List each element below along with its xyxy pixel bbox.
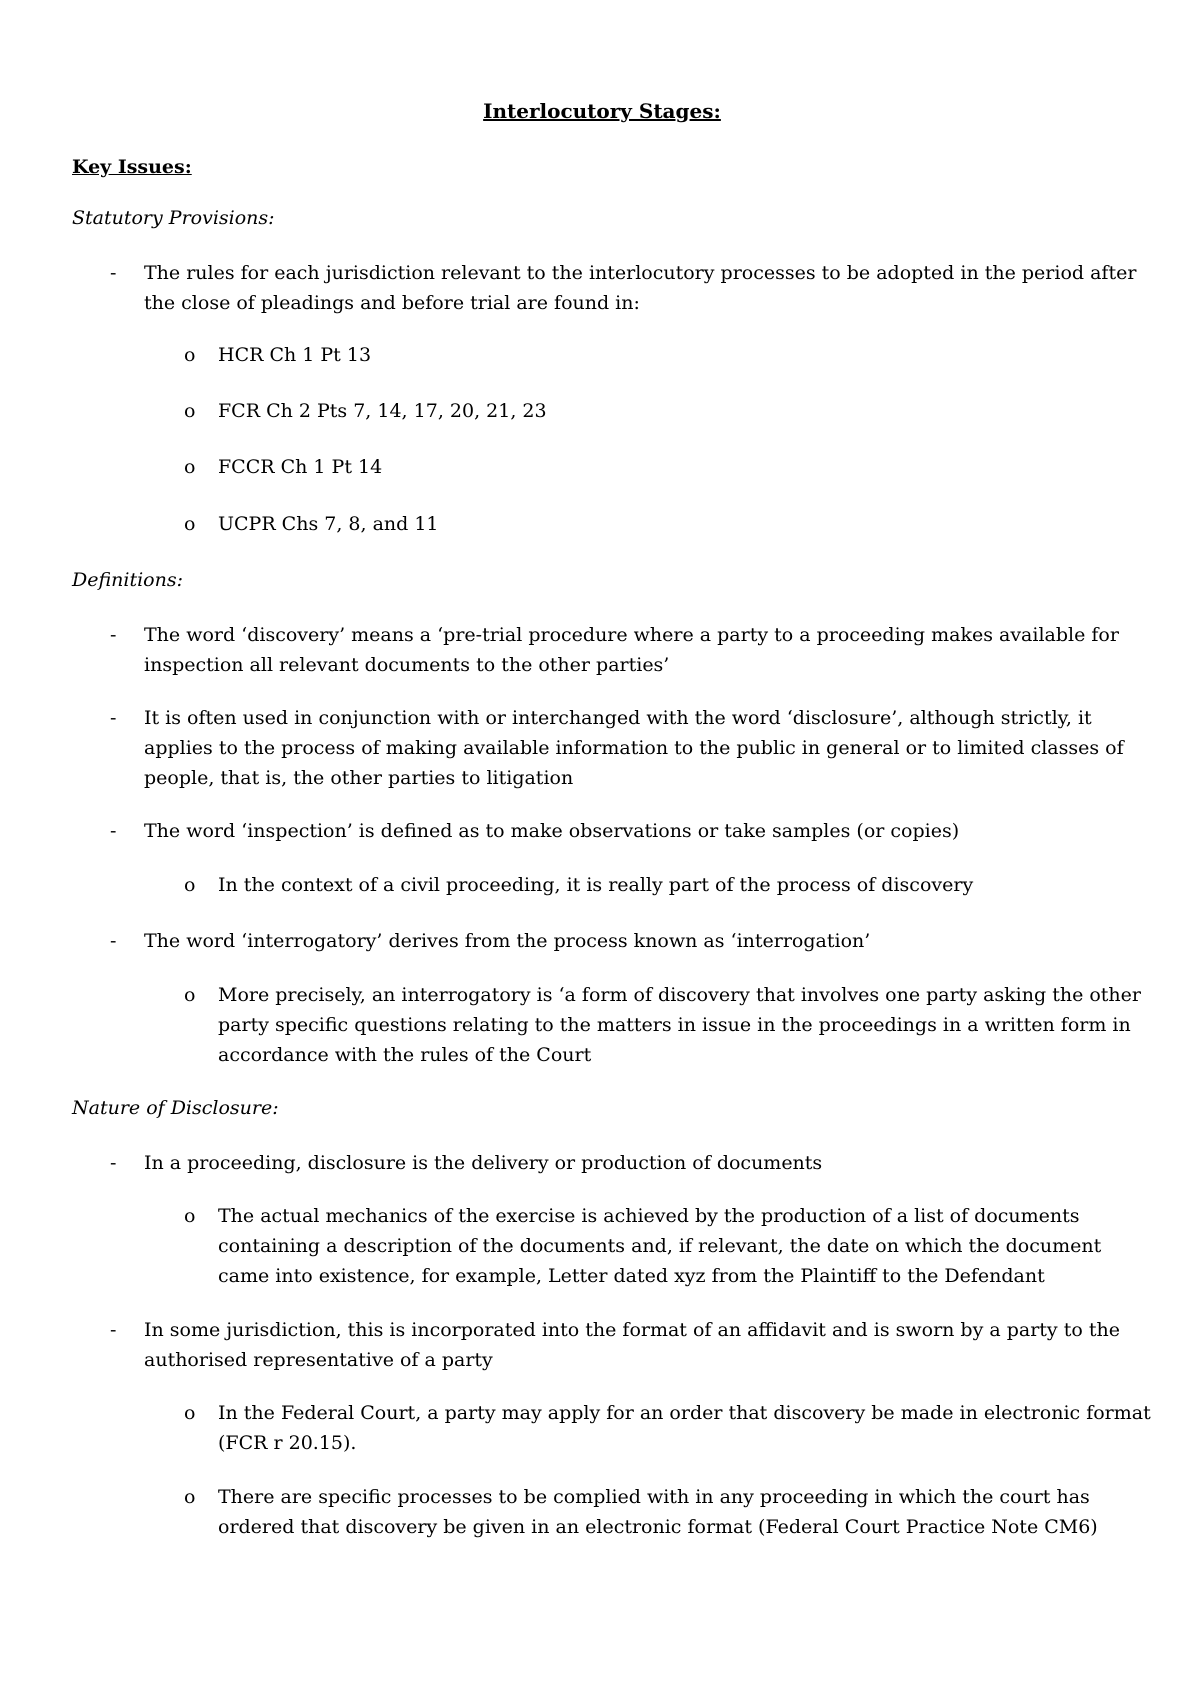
dash-marker: - <box>110 1319 117 1341</box>
key-issues-heading: Key Issues: <box>72 156 192 178</box>
page-title: Interlocutory Stages: <box>483 99 721 123</box>
circle-marker: o <box>184 400 196 422</box>
circle-marker: o <box>184 456 196 478</box>
section-heading-definitions: Definitions: <box>72 569 184 591</box>
circle-marker: o <box>184 984 196 1006</box>
sub-bullet-text: There are specific processes to be complied with in any proceeding in which the court has ordered that discovery be given in an electronic format (Federal Court Practice Note CM6) <box>218 1486 1098 1538</box>
bullet-text: The word ‘inspection’ is defined as to make observations or take samples (or copies) <box>144 820 960 842</box>
dash-marker: - <box>110 624 117 646</box>
sub-bullet-text: FCCR Ch 1 Pt 14 <box>218 456 383 478</box>
section-heading-disclosure: Nature of Disclosure: <box>72 1097 279 1119</box>
dash-marker: - <box>110 1152 117 1174</box>
dash-marker: - <box>110 820 117 842</box>
bullet-text: It is often used in conjunction with or interchanged with the word ‘disclosure’, although strictly, it applies to the process of making available information to the public in general or to limited classes of people, that is, the other parties to litigation <box>144 707 1124 789</box>
circle-marker: o <box>184 1486 196 1508</box>
sub-bullet-text: In the context of a civil proceeding, it is really part of the process of discovery <box>218 874 974 896</box>
bullet-text: The rules for each jurisdiction relevant to the interlocutory processes to be adopted in the period after the close of pleadings and before trial are found in: <box>144 262 1137 314</box>
sub-bullet-text: FCR Ch 2 Pts 7, 14, 17, 20, 21, 23 <box>218 400 547 422</box>
section-heading-statutory: Statutory Provisions: <box>72 207 275 229</box>
bullet-text: The word ‘discovery’ means a ‘pre-trial procedure where a party to a proceeding makes available for inspection all relevant documents to the other parties’ <box>144 624 1119 676</box>
bullet-text: In some jurisdiction, this is incorporated into the format of an affidavit and is sworn by a party to the authorised representative of a party <box>144 1319 1120 1371</box>
sub-bullet-text: In the Federal Court, a party may apply for an order that discovery be made in electronic format (FCR r 20.15). <box>218 1402 1151 1454</box>
circle-marker: o <box>184 874 196 896</box>
bullet-text: In a proceeding, disclosure is the delivery or production of documents <box>144 1152 823 1174</box>
dash-marker: - <box>110 930 117 952</box>
circle-marker: o <box>184 1205 196 1227</box>
circle-marker: o <box>184 513 196 535</box>
sub-bullet-text: HCR Ch 1 Pt 13 <box>218 344 372 366</box>
sub-bullet-text: The actual mechanics of the exercise is achieved by the production of a list of documents containing a description of the documents and, if relevant, the date on which the document came into existence, for example, Letter dated xyz from the Plaintiff to the Defendant <box>218 1205 1102 1287</box>
sub-bullet-text: More precisely, an interrogatory is ‘a form of discovery that involves one party asking the other party specific questions relating to the matters in issue in the proceedings in a written form in accordance with the rules of the Court <box>218 984 1141 1066</box>
sub-bullet-text: UCPR Chs 7, 8, and 11 <box>218 513 439 535</box>
dash-marker: - <box>110 707 117 729</box>
bullet-text: The word ‘interrogatory’ derives from the process known as ‘interrogation’ <box>144 930 871 952</box>
circle-marker: o <box>184 344 196 366</box>
circle-marker: o <box>184 1402 196 1424</box>
dash-marker: - <box>110 262 117 284</box>
